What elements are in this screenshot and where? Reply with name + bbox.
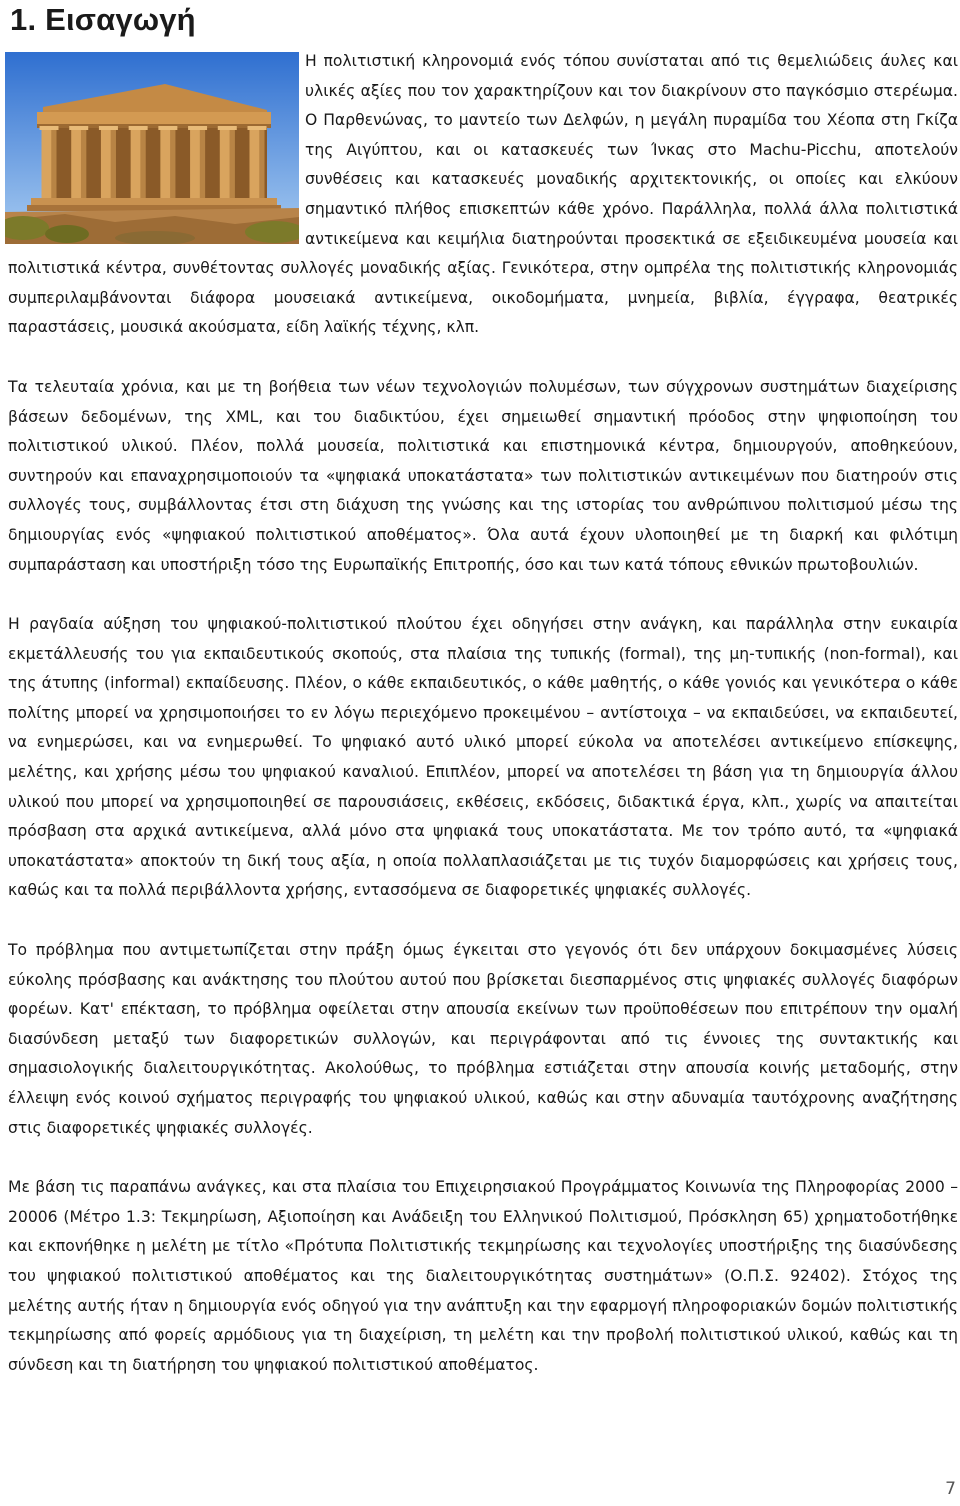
column-capital bbox=[188, 126, 207, 130]
column-shadow bbox=[259, 128, 264, 199]
column-capital bbox=[129, 126, 148, 130]
paragraph-education: Η ραγδαία αύξηση του ψηφιακού-πολιτιστικού πλούτου έχει οδηγήσει στην ανάγκη, και παράλληλα στην ευκαιρία εκμετάλλευσής του για εκπαιδευτικούς σκοπούς, στα πλαίσια της τυπικής (formal), της μη-τυπικής (non-formal), και της άτυπης (informal) εκπαίδευσης. Πλέον, ο κάθε εκπαιδευτικός, ο κάθε μαθητής, ο κάθε γονιός και γενικότερα ο κάθε πολίτης μπορεί να χρησιμοποιήσει το εν λόγω περιεχόμενο προκειμένου – αντίστοιχα – να εκπαιδεύσει, να εκπαιδευτεί, να ενημερώσει, και να ενημερωθεί. Το ψηφιακό αυτό υλικό μπορεί εύκολα να αποτελέσει αντικείμενο επίσκεψης, μελέτης, και χρήσης μέσω του ψηφιακού καναλιού. Επιπλέον, μπορεί να αποτελέσει τη βάση για τη δημιουργία άλλου υλικού που μπορεί να χρησιμοποιηθεί σε παρουσιάσεις, εκθέσεις, εκδόσεις, διδακτικά έργα, κλπ., χωρίς να απαιτείται πρόσβαση στα αρχικά αντικείμενα, αλλά μόνο στα ψηφιακά τους υποκατάστατα. Με τον τρόπο αυτό, τα «ψηφιακά υποκατάστατα» αποκτούν τη δική τους αξία, η οποία πολλαπλασιάζεται με τις τυχόν διαμορφώσεις και χρήσεις τους, καθώς και τα πολλά περιβάλλοντα χρήσης, εντασσόμενα σε διαφορετικές ψηφιακές συλλογές. bbox=[8, 615, 958, 900]
column-shadow bbox=[51, 128, 56, 199]
stylobate bbox=[31, 198, 277, 206]
paragraph-intro bbox=[8, 47, 958, 343]
column-shadow bbox=[81, 128, 86, 199]
column-shadow bbox=[140, 128, 145, 199]
column-capital bbox=[99, 126, 118, 130]
column-shadow bbox=[170, 128, 175, 199]
column-capital bbox=[248, 126, 267, 130]
column-shadow bbox=[111, 128, 116, 199]
section-heading: 1. Εισαγωγή bbox=[10, 2, 196, 37]
column-capital bbox=[218, 126, 237, 130]
column-capital bbox=[69, 126, 88, 130]
column-capital bbox=[158, 126, 177, 130]
paragraph-digitization: Τα τελευταία χρόνια, και με τη βοήθεια των νέων τεχνολογιών πολυμέσων, των σύγχρονων συστημάτων διαχείρισης βάσεων δεδομένων, της XML, και του διαδικτύου, έχει σημειωθεί σημαντική πρόοδος στην ψηφιοποίηση του πολιτιστικού υλικού. Πλέον, πολλά μουσεία, πολιτιστικά και επιστημονικά κέντρα, δημιουργούν, αποθηκεύουν, συντηρούν και επαναχρησιμοποιούν τα «ψηφιακά υποκατάστατα» των πολιτιστικών αντικειμένων που διατηρούν στις συλλογές τους, συμβάλλοντας έτσι στη διάχυση της γνώσης και της ιστορίας του ανθρώπινου πολιτισμού μέσω της δημιουργίας ενός «ψηφιακού πολιτιστικού αποθέματος». Όλα αυτά έχουν υλοποιηθεί με τη διαρκή και φιλότιμη συμπαράσταση και υποστήριξη τόσο της Ευρωπαϊκής Επιτροπής, όσο και των κατά τόπους εθνικών πρωτοβουλιών. bbox=[8, 377, 958, 574]
column-shadow bbox=[200, 128, 205, 199]
parthenon-photo bbox=[5, 52, 299, 244]
page-number: 7 bbox=[945, 1479, 956, 1499]
parthenon-photo-svg bbox=[5, 52, 299, 244]
paragraph-problem: Το πρόβλημα που αντιμετωπίζεται στην πράξη όμως έγκειται στο γεγονός ότι δεν υπάρχουν δοκιμασμένες λύσεις εύκολης πρόσβασης και ανάκτησης του πλούτου αυτού που βρίσκεται διεσπαρμένος στις ψηφιακές συλλογές διαφόρων φορέων. Κατ' επέκταση, το πρόβλημα οφείλεται στην απουσία εκείνων των προϋποθέσεων που επιτρέπουν την ομαλή διασύνδεση μεταξύ των διαφορετικών συλλογών, και περιγράφονται από τις έννοιες της συντακτικής και σημασιολογικής διαλειτουργικότητας. Ακολούθως, το πρόβλημα εστιάζεται στην απουσία κοινής μεταδομής, στην έλλειψη ενός κοινού σχήματος περιγραφής του ψηφιακού υλικού, καθώς και στην αδυναμία ταυτόχρονης αναζήτησης στις διαφορετικές ψηφιακές συλλογές. bbox=[8, 941, 958, 1137]
column-capital bbox=[40, 126, 59, 130]
document-body bbox=[8, 47, 958, 1410]
column-shadow bbox=[230, 128, 235, 199]
paragraph-text: Η πολιτιστική κληρονομιά ενός τόπου συνίσταται από τις θεμελιώδεις άυλες και υλικές αξίες που τον χαρακτηρίζουν και τον διακρίνουν στο παγκόσμιο στερέωμα. Ο Παρθενώνας, το μαντείο των Δελφών, η μεγάλη πυραμίδα του Χέοπα στη Γκίζα της Αιγύπτου, και οι κατασκευές των Ίνκας στο Machu-Picchu, αποτελούν συνθέσεις και κατασκευές μοναδικής αρχιτεκτονικής, οι οποίες και ελκύουν σημαντικό πλήθος επισκεπτών κάθε χρόνο. Παράλληλα, πολλά άλλα πολιτιστικά αντικείμενα και κειμήλια διατηρούνται προσεκτικά σε εξειδικευμένα μουσεία και πολιτιστικά κέντρα, συνθέτοντας συλλογές μοναδικής αξίας. Γενικότερα, στην ομπρέλα της πολιτιστικής κληρονομιάς συμπεριλαμβάνονται διάφορα μουσειακά αντικείμενα, οικοδομήματα, μνημεία, βιβλία, έγγραφα, θεατρικές παραστάσεις, μουσικά ακούσματα, είδη λαϊκής τέχνης, κλπ. bbox=[8, 52, 958, 337]
paragraph-study: Με βάση τις παραπάνω ανάγκες, και στα πλαίσια του Επιχειρησιακού Προγράμματος Κοινωνία της Πληροφορίας 2000 – 20006 (Μέτρο 1.3: Τεκμηρίωση, Αξιοποίηση και Ανάδειξη του Ελληνικού Πολιτισμού, Πρόσκληση 65) χρηματοδοτήθηκε και εκπονήθηκε η μελέτη με τίτλο «Πρότυπα Πολιτιστικής τεκμηρίωσης και τεχνολογίες υποστήριξης της διασύνδεσης του ψηφιακού πολιτιστικού αποθέματος και της διαλειτουργικότητας συστημάτων» (Ο.Π.Σ. 92402). Στόχος της μελέτης αυτής ήταν η δημιουργία ενός οδηγού για την ανάπτυξη και την εφαρμογή πληροφοριακών δομών πολιτιστικής τεκμηρίωσης από φορείς αρμόδιους για τη διαχείριση, τη μελέτη και την προβολή πολιτιστικού υλικού, καθώς και τη σύνδεση και τη διατήρηση του ψηφιακού πολιτιστικού αποθέματος. bbox=[8, 1178, 958, 1374]
